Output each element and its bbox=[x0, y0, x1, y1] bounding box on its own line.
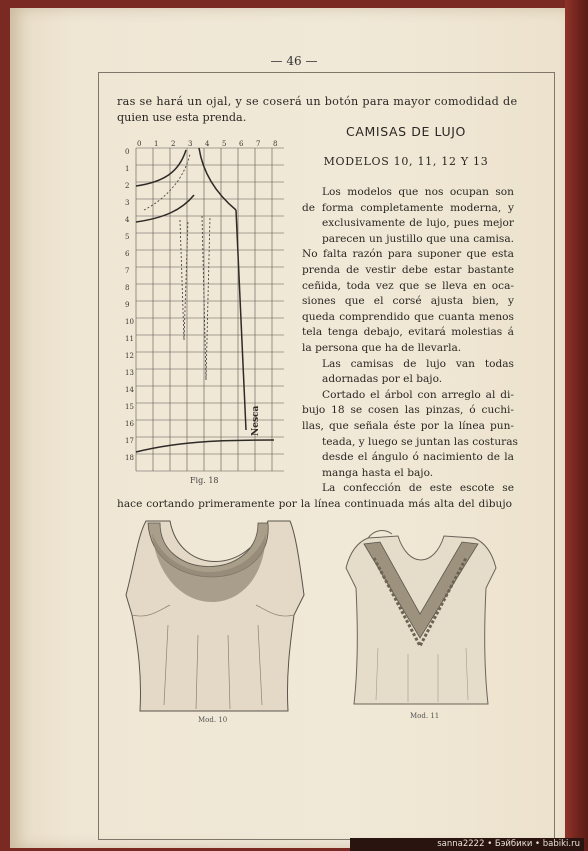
figure-caption: Fig. 18 bbox=[190, 476, 219, 485]
pattern-grid-lines bbox=[136, 148, 284, 471]
body-line: manga hasta el bajo. bbox=[322, 466, 434, 479]
grid-column-number: 7 bbox=[256, 140, 261, 148]
body-line: La confección de este escote se bbox=[322, 482, 514, 495]
body-line: la persona que ha de llevarla. bbox=[302, 341, 462, 354]
grid-row-number: 9 bbox=[125, 301, 130, 309]
body-line: Cortado el árbol con arreglo al di- bbox=[322, 388, 514, 401]
body-line: llas, que señala éste por la línea pun- bbox=[302, 419, 514, 432]
grid-row-number: 6 bbox=[125, 250, 130, 258]
grid-row-number: 13 bbox=[125, 369, 134, 377]
grid-row-number: 18 bbox=[125, 454, 134, 462]
pattern-vertical-label: Nesca bbox=[251, 405, 261, 436]
grid-row-number: 3 bbox=[125, 199, 130, 207]
watermark: sanna2222 • Бэйбики • babiki.ru bbox=[350, 838, 584, 851]
body-line: desde el ángulo ó nacimiento de la bbox=[322, 451, 514, 464]
grid-row-number: 7 bbox=[125, 267, 130, 275]
grid-row-number: 17 bbox=[125, 437, 134, 445]
body-line: Las camisas de lujo van todas bbox=[322, 357, 514, 370]
grid-row-number: 5 bbox=[125, 233, 130, 241]
model-10-caption: Mod. 10 bbox=[198, 716, 228, 724]
grid-row-number: 12 bbox=[125, 352, 134, 360]
model-11-caption: Mod. 11 bbox=[410, 712, 440, 720]
section-title: CAMISAS DE LUJO bbox=[346, 124, 466, 139]
body-line: exclusivamente de lujo, pues mejor bbox=[322, 217, 514, 230]
grid-row-number: 10 bbox=[125, 318, 134, 326]
grid-column-number: 4 bbox=[205, 140, 210, 148]
section-subtitle: MODELOS 10, 11, 12 Y 13 bbox=[323, 155, 489, 168]
body-line: de forma completamente moderna, y bbox=[302, 201, 514, 214]
illustration-model-11 bbox=[338, 528, 503, 708]
body-line: tela tenga debajo, evitará molestias á bbox=[302, 326, 514, 339]
grid-row-number: 11 bbox=[125, 335, 134, 343]
body-line: Los modelos que nos ocupan son bbox=[322, 186, 514, 198]
body-line: prenda de vestir debe estar bastante bbox=[302, 263, 514, 276]
pattern-grid-figure bbox=[124, 140, 284, 472]
grid-column-number: 3 bbox=[188, 140, 193, 148]
grid-row-number: 2 bbox=[125, 182, 130, 190]
intro-line-1: ras se hará un ojal, y se coserá un botón para mayor comodidad de bbox=[117, 95, 518, 108]
grid-row-number: 8 bbox=[125, 284, 130, 292]
grid-row-number: 0 bbox=[125, 148, 130, 156]
body-text bbox=[302, 186, 518, 498]
grid-column-number: 1 bbox=[154, 140, 159, 148]
continuation-line: hace cortando primeramente por la línea continuada más alta del dibujo bbox=[117, 498, 512, 510]
grid-column-number: 0 bbox=[137, 140, 142, 148]
illustration-model-10 bbox=[118, 515, 308, 715]
grid-row-number: 16 bbox=[125, 420, 134, 428]
body-line: siones que el corsé ajusta bien, y bbox=[302, 295, 514, 308]
grid-row-number: 14 bbox=[125, 386, 134, 394]
grid-column-number: 5 bbox=[222, 140, 227, 148]
body-line: ceñida, toda vez que se lleva en oca- bbox=[302, 279, 514, 292]
grid-column-number: 8 bbox=[273, 140, 278, 148]
grid-column-number: 2 bbox=[171, 140, 176, 148]
intro-line-2: quien use esta prenda. bbox=[117, 111, 247, 124]
grid-column-number: 6 bbox=[239, 140, 244, 148]
grid-row-number: 15 bbox=[125, 403, 134, 411]
body-line: parecen un justillo que una camisa. bbox=[322, 232, 514, 245]
body-line: queda comprendido que cuanta menos bbox=[302, 310, 514, 323]
book-spine-binding bbox=[565, 0, 588, 851]
page-number: — 46 — bbox=[270, 54, 318, 68]
body-line: adornadas por el bajo. bbox=[322, 373, 443, 386]
body-line: No falta razón para suponer que esta bbox=[302, 248, 514, 261]
grid-row-number: 4 bbox=[125, 216, 130, 224]
grid-row-number: 1 bbox=[125, 165, 130, 173]
body-line: bujo 18 se cosen las pinzas, ó cuchi- bbox=[302, 404, 514, 417]
body-line: teada, y luego se juntan las costuras bbox=[322, 435, 518, 448]
